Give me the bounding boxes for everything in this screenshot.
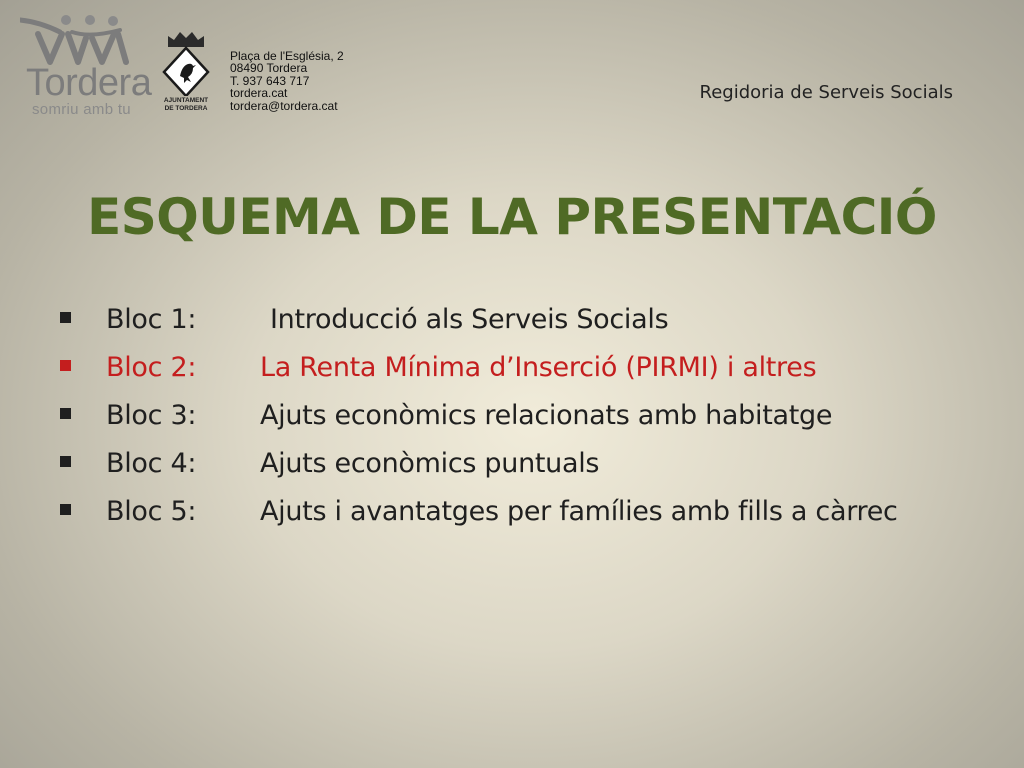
contact-address: Plaça de l'Església, 2 <box>230 49 344 63</box>
contact-postcode: 08490 Tordera <box>230 61 308 76</box>
square-bullet-icon <box>58 488 106 536</box>
bloc-label: Bloc 5: <box>106 496 197 527</box>
bloc-text: Ajuts econòmics puntuals <box>260 448 600 479</box>
contact-phone: T. 937 643 717 <box>230 73 310 88</box>
bloc-label: Bloc 1: <box>106 304 197 335</box>
bloc-label: Bloc 4: <box>106 448 197 479</box>
bloc-item-2 <box>58 344 978 392</box>
bloc-list <box>58 296 978 536</box>
square-bullet-icon <box>58 440 106 488</box>
logo-brand: Tordera <box>26 62 152 104</box>
bloc-item-1 <box>58 296 978 344</box>
slide-title: ESQUEMA DE LA PRESENTACIÓ <box>87 188 937 246</box>
square-bullet-icon <box>58 392 106 440</box>
logo-slogan: somriu amb tu <box>32 101 131 118</box>
bloc-text: La Renta Mínima d’Inserció (PIRMI) i altres <box>260 352 817 383</box>
municipal-shield-icon <box>158 30 214 96</box>
bloc-text: Introducció als Serveis Socials <box>270 304 669 335</box>
square-bullet-icon <box>58 296 106 344</box>
bloc-item-3 <box>58 392 978 440</box>
bloc-text: Ajuts i avantatges per famílies amb fills a càrrec <box>260 496 898 527</box>
department-label: Regidoria de Serveis Socials <box>699 82 953 103</box>
tordera-logo <box>20 12 160 122</box>
bloc-item-5 <box>58 488 978 536</box>
shield-caption-line2: DE TORDERA <box>164 105 208 112</box>
contact-website: tordera.cat <box>230 86 288 101</box>
contact-email: tordera@tordera.cat <box>230 98 338 113</box>
square-bullet-icon <box>58 344 106 392</box>
shield-caption-line1: AJUNTAMENT <box>163 97 209 104</box>
contact-info <box>230 50 344 112</box>
bloc-label: Bloc 2: <box>106 352 197 383</box>
bloc-item-4 <box>58 440 978 488</box>
bloc-text: Ajuts econòmics relacionats amb habitatge <box>260 400 833 431</box>
bloc-label: Bloc 3: <box>106 400 197 431</box>
dancing-people-logo-icon <box>20 12 140 68</box>
shield-caption <box>156 97 216 113</box>
